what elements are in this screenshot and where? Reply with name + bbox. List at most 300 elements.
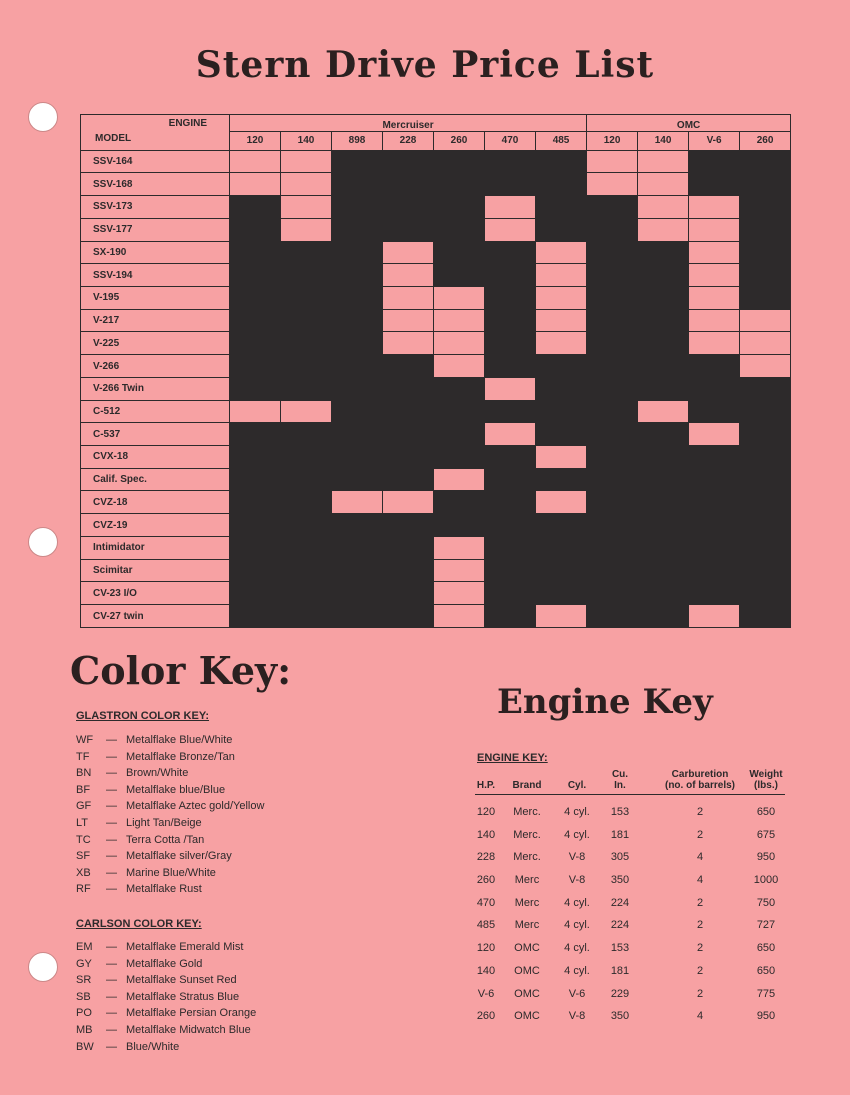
color-code: PO	[76, 1007, 92, 1020]
color-dash: —	[106, 866, 117, 879]
unavailable-cell	[587, 491, 638, 514]
grid-corner-header	[81, 115, 230, 151]
unavailable-cell	[485, 173, 536, 196]
unavailable-cell	[587, 514, 638, 537]
available-cell	[536, 605, 587, 628]
color-code: SF	[76, 850, 91, 863]
color-name: Marine Blue/White	[126, 866, 216, 879]
available-cell	[689, 264, 740, 287]
unavailable-cell	[332, 309, 383, 332]
unavailable-cell	[485, 514, 536, 537]
unavailable-cell	[587, 605, 638, 628]
available-cell	[230, 150, 281, 173]
available-cell	[536, 332, 587, 355]
engine-carburetion: 2	[696, 942, 704, 955]
color-code: LT	[76, 816, 89, 829]
unavailable-cell	[638, 286, 689, 309]
header-cu-in: Cu. In.	[611, 769, 629, 791]
unavailable-cell	[281, 491, 332, 514]
unavailable-cell	[689, 514, 740, 537]
available-cell	[638, 218, 689, 241]
unavailable-cell	[485, 264, 536, 287]
grid-row	[81, 309, 791, 332]
engine-hp: 140	[476, 828, 496, 841]
unavailable-cell	[332, 264, 383, 287]
grid-row	[81, 150, 791, 173]
unavailable-cell	[485, 332, 536, 355]
color-code: GF	[76, 800, 92, 813]
unavailable-cell	[230, 536, 281, 559]
available-cell	[281, 173, 332, 196]
color-dash: —	[106, 816, 117, 829]
unavailable-cell	[383, 514, 434, 537]
column-header: 485	[536, 132, 587, 150]
model-label: SSV-164	[81, 150, 230, 173]
unavailable-cell	[689, 446, 740, 469]
available-cell	[383, 309, 434, 332]
model-label: SX-190	[81, 241, 230, 264]
unavailable-cell	[740, 241, 791, 264]
unavailable-cell	[434, 400, 485, 423]
model-label: V-217	[81, 309, 230, 332]
available-cell	[434, 536, 485, 559]
engine-key-rows	[475, 806, 785, 1033]
color-dash: —	[106, 990, 117, 1003]
column-header: 470	[485, 132, 536, 150]
unavailable-cell	[281, 514, 332, 537]
color-key-item	[76, 1007, 256, 1024]
unavailable-cell	[383, 173, 434, 196]
available-cell	[536, 241, 587, 264]
model-label: V-195	[81, 286, 230, 309]
unavailable-cell	[230, 491, 281, 514]
engine-key-row	[475, 988, 785, 1011]
color-name: Metalflake Persian Orange	[126, 1007, 257, 1020]
engine-carburetion: 2	[696, 896, 704, 909]
unavailable-cell	[587, 286, 638, 309]
engine-key-row	[475, 897, 785, 920]
color-name: Metalflake Blue/White	[126, 734, 233, 746]
column-header: 140	[638, 132, 689, 150]
unavailable-cell	[281, 332, 332, 355]
unavailable-cell	[383, 446, 434, 469]
engine-cu-in: 181	[610, 964, 630, 977]
unavailable-cell	[740, 536, 791, 559]
color-code: TC	[76, 833, 91, 846]
unavailable-cell	[332, 468, 383, 491]
unavailable-cell	[230, 196, 281, 219]
unavailable-cell	[383, 355, 434, 378]
unavailable-cell	[740, 559, 791, 582]
unavailable-cell	[536, 355, 587, 378]
binder-hole-middle	[28, 527, 58, 557]
engine-brand: Merc.	[513, 828, 541, 841]
color-dash: —	[106, 1007, 117, 1020]
unavailable-cell	[434, 491, 485, 514]
engine-cu-in: 153	[610, 806, 630, 818]
engine-hp: 260	[476, 1010, 496, 1023]
available-cell	[485, 423, 536, 446]
engine-cyl: 4 cyl.	[564, 828, 590, 841]
engine-carburetion: 4	[696, 1010, 704, 1023]
grid-row	[81, 514, 791, 537]
engine-cu-in: 229	[610, 987, 630, 1000]
unavailable-cell	[638, 446, 689, 469]
engine-brand: OMC	[514, 987, 540, 1000]
unavailable-cell	[536, 150, 587, 173]
unavailable-cell	[383, 377, 434, 400]
engine-weight: 950	[756, 1010, 776, 1023]
available-cell	[689, 309, 740, 332]
engine-cyl: V-8	[568, 874, 586, 887]
unavailable-cell	[587, 559, 638, 582]
color-key-item	[76, 941, 256, 958]
engine-cyl: 4 cyl.	[564, 964, 590, 977]
engine-weight: 750	[756, 896, 776, 909]
color-key-item	[76, 883, 264, 900]
available-cell	[485, 377, 536, 400]
engine-weight: 727	[756, 919, 776, 932]
engine-weight: 650	[756, 964, 776, 977]
unavailable-cell	[332, 150, 383, 173]
unavailable-cell	[281, 286, 332, 309]
binder-hole-bottom	[28, 952, 58, 982]
model-label: CV-27 twin	[81, 605, 230, 628]
available-cell	[587, 173, 638, 196]
model-label: SSV-168	[81, 173, 230, 196]
engine-cyl: 4 cyl.	[564, 896, 590, 909]
engine-brand: Merc.	[513, 851, 541, 864]
unavailable-cell	[332, 196, 383, 219]
model-label: Intimidator	[81, 536, 230, 559]
unavailable-cell	[638, 241, 689, 264]
color-code: TF	[76, 750, 90, 763]
available-cell	[689, 196, 740, 219]
grid-row	[81, 377, 791, 400]
available-cell	[536, 446, 587, 469]
unavailable-cell	[434, 514, 485, 537]
unavailable-cell	[281, 355, 332, 378]
available-cell	[434, 332, 485, 355]
engine-key-row	[475, 1010, 785, 1033]
engine-brand: Merc	[514, 874, 540, 887]
available-cell	[332, 491, 383, 514]
unavailable-cell	[587, 309, 638, 332]
engine-hp: 120	[476, 806, 496, 818]
unavailable-cell	[689, 400, 740, 423]
available-cell	[638, 150, 689, 173]
engine-cu-in: 350	[610, 1010, 630, 1023]
color-name: Metalflake Stratus Blue	[126, 990, 240, 1003]
color-dash: —	[106, 974, 117, 987]
color-code: MB	[76, 1023, 93, 1036]
model-label: V-266 Twin	[81, 377, 230, 400]
unavailable-cell	[689, 536, 740, 559]
available-cell	[689, 218, 740, 241]
unavailable-cell	[332, 605, 383, 628]
unavailable-cell	[740, 605, 791, 628]
color-name: Light Tan/Beige	[126, 816, 202, 829]
color-key-item	[76, 817, 264, 834]
available-cell	[434, 605, 485, 628]
unavailable-cell	[536, 423, 587, 446]
engine-cu-in: 350	[610, 874, 630, 887]
grid-row	[81, 559, 791, 582]
color-key-item	[76, 974, 256, 991]
unavailable-cell	[383, 400, 434, 423]
unavailable-cell	[638, 309, 689, 332]
color-dash: —	[106, 1023, 117, 1036]
unavailable-cell	[434, 446, 485, 469]
unavailable-cell	[230, 468, 281, 491]
unavailable-cell	[587, 446, 638, 469]
unavailable-cell	[434, 241, 485, 264]
unavailable-cell	[587, 264, 638, 287]
page-title: Stern Drive Price List	[195, 44, 655, 86]
group-header-mercruiser: Mercruiser	[230, 115, 587, 132]
unavailable-cell	[383, 218, 434, 241]
available-cell	[281, 196, 332, 219]
grid-row	[81, 332, 791, 355]
unavailable-cell	[587, 423, 638, 446]
availability-grid	[80, 114, 791, 628]
grid-row	[81, 218, 791, 241]
unavailable-cell	[383, 582, 434, 605]
engine-cu-in: 305	[610, 851, 630, 864]
available-cell	[434, 468, 485, 491]
header-weight	[745, 769, 787, 791]
unavailable-cell	[332, 582, 383, 605]
unavailable-cell	[740, 514, 791, 537]
engine-key-row	[475, 919, 785, 942]
header-carburetion-line1: Carburetion	[671, 769, 729, 780]
unavailable-cell	[740, 491, 791, 514]
unavailable-cell	[332, 286, 383, 309]
unavailable-cell	[281, 309, 332, 332]
engine-brand: OMC	[514, 1010, 540, 1023]
available-cell	[230, 400, 281, 423]
unavailable-cell	[230, 423, 281, 446]
grid-row	[81, 423, 791, 446]
unavailable-cell	[230, 309, 281, 332]
unavailable-cell	[740, 400, 791, 423]
engine-cyl: V-8	[568, 851, 586, 864]
engine-cu-in: 153	[610, 942, 630, 955]
unavailable-cell	[689, 468, 740, 491]
engine-carburetion: 2	[696, 964, 704, 977]
header-weight-line2: (lbs.)	[754, 780, 778, 791]
unavailable-cell	[536, 559, 587, 582]
unavailable-cell	[230, 264, 281, 287]
unavailable-cell	[434, 196, 485, 219]
unavailable-cell	[485, 491, 536, 514]
unavailable-cell	[740, 218, 791, 241]
unavailable-cell	[332, 514, 383, 537]
color-name: Metalflake Midwatch Blue	[126, 1023, 251, 1036]
color-name: Metalflake blue/Blue	[126, 783, 226, 796]
color-key-item	[76, 751, 264, 768]
color-key-item	[76, 834, 264, 851]
unavailable-cell	[383, 468, 434, 491]
available-cell	[536, 491, 587, 514]
engine-cu-in: 181	[610, 828, 630, 841]
engine-hp: 228	[476, 851, 496, 864]
unavailable-cell	[281, 536, 332, 559]
available-cell	[587, 150, 638, 173]
color-key-item	[76, 958, 256, 975]
available-cell	[638, 196, 689, 219]
engine-cyl: 4 cyl.	[564, 806, 590, 818]
unavailable-cell	[383, 423, 434, 446]
model-label: Calif. Spec.	[81, 468, 230, 491]
available-cell	[689, 423, 740, 446]
unavailable-cell	[638, 582, 689, 605]
engine-hp: 120	[476, 942, 496, 955]
unavailable-cell	[587, 355, 638, 378]
header-carburetion	[660, 769, 740, 791]
engine-carburetion: 4	[696, 874, 704, 887]
engine-key-header	[475, 768, 785, 795]
unavailable-cell	[332, 423, 383, 446]
unavailable-cell	[332, 446, 383, 469]
grid-row	[81, 582, 791, 605]
available-cell	[689, 241, 740, 264]
unavailable-cell	[740, 196, 791, 219]
color-dash: —	[106, 800, 117, 813]
group-header-omc: OMC	[587, 115, 791, 132]
unavailable-cell	[230, 605, 281, 628]
color-name: Metalflake Aztec gold/Yellow	[126, 800, 265, 813]
header-brand: Brand	[512, 780, 542, 791]
color-code: XB	[76, 866, 91, 879]
unavailable-cell	[230, 559, 281, 582]
color-name: Metalflake Emerald Mist	[126, 941, 244, 953]
unavailable-cell	[434, 173, 485, 196]
unavailable-cell	[485, 582, 536, 605]
available-cell	[740, 332, 791, 355]
color-dash: —	[106, 957, 117, 970]
available-cell	[689, 605, 740, 628]
unavailable-cell	[536, 582, 587, 605]
unavailable-cell	[230, 582, 281, 605]
engine-hp: 140	[476, 964, 496, 977]
available-cell	[434, 582, 485, 605]
unavailable-cell	[536, 218, 587, 241]
available-cell	[383, 332, 434, 355]
carlson-color-list	[76, 941, 256, 1057]
column-header: 260	[740, 132, 791, 150]
unavailable-cell	[332, 559, 383, 582]
model-label: SSV-173	[81, 196, 230, 219]
unavailable-cell	[638, 355, 689, 378]
model-label: CVX-18	[81, 446, 230, 469]
unavailable-cell	[689, 491, 740, 514]
unavailable-cell	[230, 355, 281, 378]
engine-cyl: 4 cyl.	[564, 919, 590, 932]
available-cell	[383, 286, 434, 309]
unavailable-cell	[587, 468, 638, 491]
unavailable-cell	[383, 605, 434, 628]
grid-row	[81, 400, 791, 423]
color-key-item	[76, 850, 264, 867]
color-key-item	[76, 800, 264, 817]
unavailable-cell	[485, 241, 536, 264]
unavailable-cell	[383, 536, 434, 559]
unavailable-cell	[332, 377, 383, 400]
color-code: BN	[76, 767, 92, 780]
color-name: Brown/White	[126, 767, 189, 780]
unavailable-cell	[689, 582, 740, 605]
available-cell	[281, 400, 332, 423]
color-dash: —	[106, 1040, 117, 1053]
unavailable-cell	[485, 355, 536, 378]
unavailable-cell	[638, 332, 689, 355]
color-dash: —	[106, 734, 117, 746]
unavailable-cell	[689, 150, 740, 173]
available-cell	[740, 309, 791, 332]
glastron-color-list	[76, 734, 264, 900]
unavailable-cell	[689, 559, 740, 582]
engine-key-row	[475, 942, 785, 965]
grid-row	[81, 173, 791, 196]
color-dash: —	[106, 941, 117, 953]
unavailable-cell	[740, 150, 791, 173]
unavailable-cell	[281, 468, 332, 491]
unavailable-cell	[536, 377, 587, 400]
color-code: GY	[76, 957, 92, 970]
unavailable-cell	[740, 446, 791, 469]
color-name: Metalflake Gold	[126, 957, 203, 970]
unavailable-cell	[485, 536, 536, 559]
unavailable-cell	[587, 332, 638, 355]
unavailable-cell	[638, 559, 689, 582]
unavailable-cell	[740, 423, 791, 446]
unavailable-cell	[434, 423, 485, 446]
color-key-title: Color Key:	[70, 648, 292, 693]
engine-carburetion: 2	[696, 806, 704, 818]
unavailable-cell	[638, 605, 689, 628]
unavailable-cell	[536, 468, 587, 491]
engine-key-row	[475, 965, 785, 988]
column-header: 228	[383, 132, 434, 150]
color-name: Metalflake Rust	[126, 883, 202, 896]
engine-key-title: Engine Key	[497, 682, 713, 722]
unavailable-cell	[689, 355, 740, 378]
engine-weight: 950	[756, 851, 776, 864]
engine-header-label: ENGINE	[168, 118, 207, 129]
unavailable-cell	[638, 264, 689, 287]
header-cyl: Cyl.	[567, 780, 587, 791]
available-cell	[434, 355, 485, 378]
unavailable-cell	[587, 377, 638, 400]
model-label: C-512	[81, 400, 230, 423]
color-code: BF	[76, 783, 91, 796]
color-code: RF	[76, 883, 91, 896]
model-label: Scimitar	[81, 559, 230, 582]
engine-hp: 260	[476, 874, 496, 887]
header-hp: H.P.	[476, 780, 496, 791]
unavailable-cell	[536, 514, 587, 537]
color-name: Metalflake Bronze/Tan	[126, 750, 235, 763]
unavailable-cell	[485, 468, 536, 491]
model-label: SSV-177	[81, 218, 230, 241]
color-key-item	[76, 1041, 256, 1058]
glastron-heading: GLASTRON COLOR KEY:	[76, 710, 210, 722]
unavailable-cell	[230, 332, 281, 355]
color-dash: —	[106, 883, 117, 896]
unavailable-cell	[281, 582, 332, 605]
column-header: 140	[281, 132, 332, 150]
